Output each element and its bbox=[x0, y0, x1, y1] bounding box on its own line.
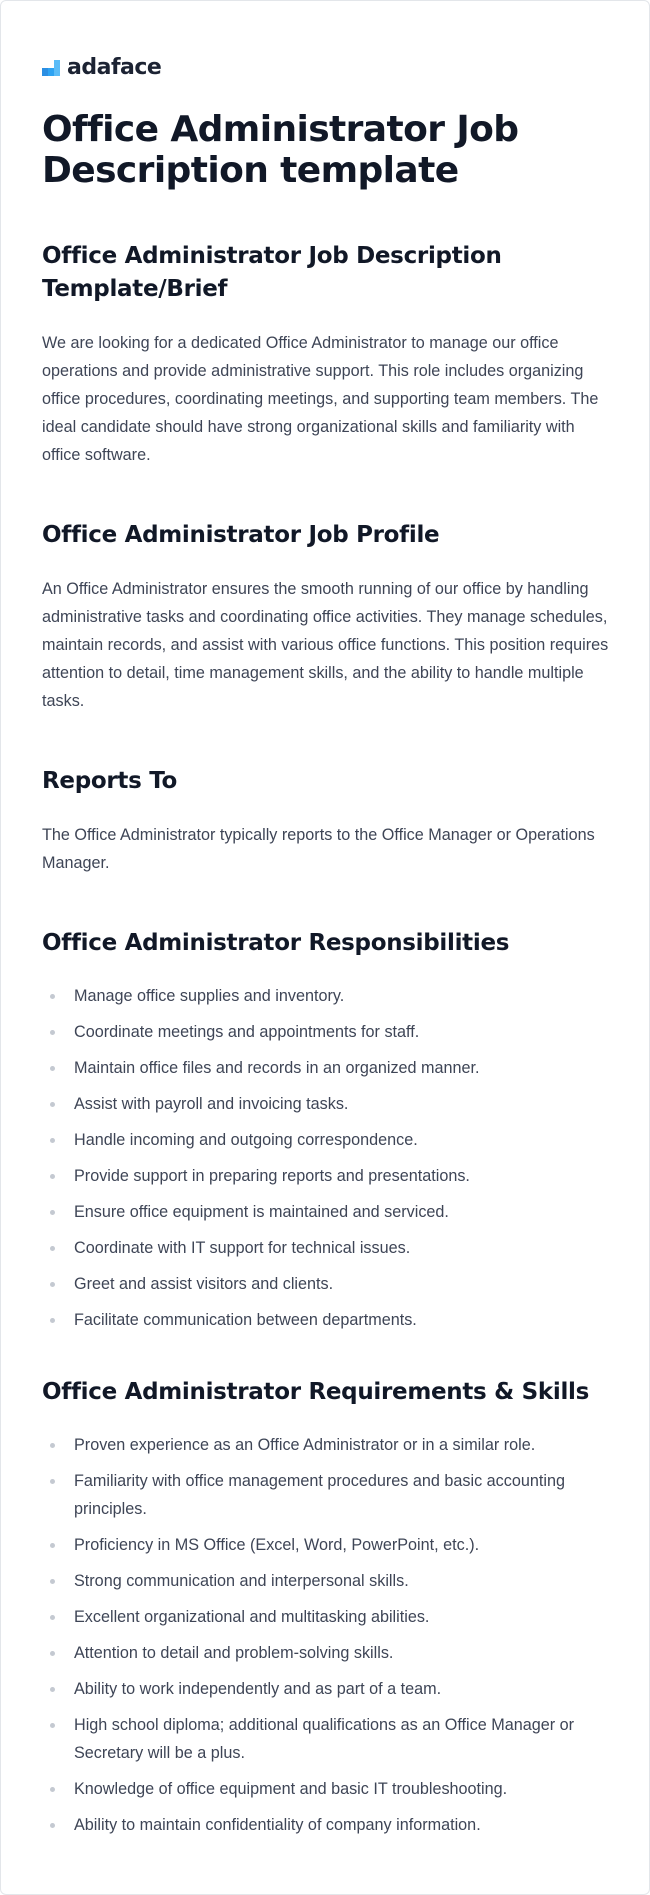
section-heading-responsibilities: Office Administrator Responsibilities bbox=[42, 930, 510, 956]
list-item bbox=[42, 1811, 612, 1839]
bullet-icon bbox=[50, 1687, 55, 1692]
list-item bbox=[42, 1675, 612, 1703]
section-heading-requirements: Office Administrator Requirements & Skills bbox=[42, 1379, 590, 1405]
list-item bbox=[42, 1162, 612, 1190]
list-item bbox=[42, 1054, 612, 1082]
bullet-icon bbox=[50, 1479, 55, 1484]
list-item-text: High school diploma; additional qualifications as an Office Manager or Secretary will be a plus. bbox=[74, 1716, 575, 1762]
list-item bbox=[42, 1531, 612, 1559]
page-title: Office Administrator Job Description template bbox=[42, 109, 519, 191]
list-item-text: Coordinate with IT support for technical issues. bbox=[74, 1239, 411, 1257]
list-item-text: Excellent organizational and multitasking abilities. bbox=[74, 1608, 430, 1626]
bullet-icon bbox=[50, 1318, 55, 1323]
list-item-text: Manage office supplies and inventory. bbox=[74, 987, 345, 1005]
bullet-icon bbox=[50, 1102, 55, 1107]
section-heading-brief: Office Administrator Job Description Template/Brief bbox=[42, 243, 502, 302]
list-item bbox=[42, 1018, 612, 1046]
list-item bbox=[42, 1270, 612, 1298]
section-body-brief: We are looking for a dedicated Office Administrator to manage our office operations and provide administrative support. This role includes organizing office procedures, coordinating meetings, and supporting team members. The ideal candidate should have strong organizational skills and familiarity with office software. bbox=[42, 334, 599, 464]
list-item bbox=[42, 1639, 612, 1667]
list-item bbox=[42, 1567, 612, 1595]
brand-logo[interactable] bbox=[42, 53, 612, 81]
bullet-icon bbox=[50, 1138, 55, 1143]
bullet-icon bbox=[50, 1787, 55, 1792]
responsibilities-list bbox=[42, 982, 612, 1334]
bullet-icon bbox=[50, 994, 55, 999]
bullet-icon bbox=[50, 1443, 55, 1448]
section-body-reports-to: The Office Administrator typically reports to the Office Manager or Operations Manager. bbox=[42, 826, 595, 872]
list-item-text: Maintain office files and records in an organized manner. bbox=[74, 1059, 480, 1077]
bullet-icon bbox=[50, 1543, 55, 1548]
bullet-icon bbox=[50, 1579, 55, 1584]
section-responsibilities bbox=[42, 927, 612, 1334]
list-item-text: Knowledge of office equipment and basic IT troubleshooting. bbox=[74, 1780, 508, 1798]
list-item-text: Proficiency in MS Office (Excel, Word, PowerPoint, etc.). bbox=[74, 1536, 480, 1554]
section-reports-to bbox=[42, 765, 612, 877]
section-heading-reports-to: Reports To bbox=[42, 768, 178, 794]
bullet-icon bbox=[50, 1174, 55, 1179]
list-item-text: Facilitate communication between departments. bbox=[74, 1311, 417, 1329]
bullet-icon bbox=[50, 1651, 55, 1656]
list-item-text: Provide support in preparing reports and presentations. bbox=[74, 1167, 470, 1185]
section-requirements bbox=[42, 1376, 612, 1839]
list-item bbox=[42, 1711, 612, 1767]
bullet-icon bbox=[50, 1282, 55, 1287]
list-item-text: Greet and assist visitors and clients. bbox=[74, 1275, 334, 1293]
bullet-icon bbox=[50, 1823, 55, 1828]
list-item bbox=[42, 1603, 612, 1631]
adaface-bars-logo-icon bbox=[42, 57, 62, 77]
page-content bbox=[42, 53, 612, 1847]
section-body-profile: An Office Administrator ensures the smooth running of our office by handling administrative tasks and coordinating office activities. They manage schedules, maintain records, and assist with various office functions. This position requires attention to detail, time management skills, and the ability to handle multiple tasks. bbox=[42, 580, 609, 710]
list-item-text: Proven experience as an Office Administrator or in a similar role. bbox=[74, 1436, 536, 1454]
list-item-text: Attention to detail and problem-solving skills. bbox=[74, 1644, 394, 1662]
list-item-text: Coordinate meetings and appointments for staff. bbox=[74, 1023, 420, 1041]
brand-name: adaface bbox=[67, 54, 162, 80]
list-item bbox=[42, 1775, 612, 1803]
bullet-icon bbox=[50, 1723, 55, 1728]
list-item-text: Ability to maintain confidentiality of company information. bbox=[74, 1816, 481, 1834]
bullet-icon bbox=[50, 1246, 55, 1251]
requirements-list bbox=[42, 1431, 612, 1839]
bullet-icon bbox=[50, 1615, 55, 1620]
list-item bbox=[42, 1234, 612, 1262]
list-item bbox=[42, 1126, 612, 1154]
bullet-icon bbox=[50, 1030, 55, 1035]
list-item bbox=[42, 1198, 612, 1226]
list-item bbox=[42, 1431, 612, 1459]
bullet-icon bbox=[50, 1066, 55, 1071]
list-item bbox=[42, 1467, 612, 1523]
list-item bbox=[42, 1306, 612, 1334]
list-item bbox=[42, 1090, 612, 1118]
section-heading-profile: Office Administrator Job Profile bbox=[42, 522, 440, 548]
list-item-text: Ensure office equipment is maintained and serviced. bbox=[74, 1203, 449, 1221]
section-brief bbox=[42, 240, 612, 469]
list-item bbox=[42, 982, 612, 1010]
list-item-text: Strong communication and interpersonal skills. bbox=[74, 1572, 409, 1590]
section-profile bbox=[42, 519, 612, 715]
list-item-text: Ability to work independently and as part of a team. bbox=[74, 1680, 442, 1698]
bullet-icon bbox=[50, 1210, 55, 1215]
list-item-text: Familiarity with office management procedures and basic accounting principles. bbox=[74, 1472, 565, 1518]
list-item-text: Assist with payroll and invoicing tasks. bbox=[74, 1095, 349, 1113]
list-item-text: Handle incoming and outgoing correspondence. bbox=[74, 1131, 418, 1149]
